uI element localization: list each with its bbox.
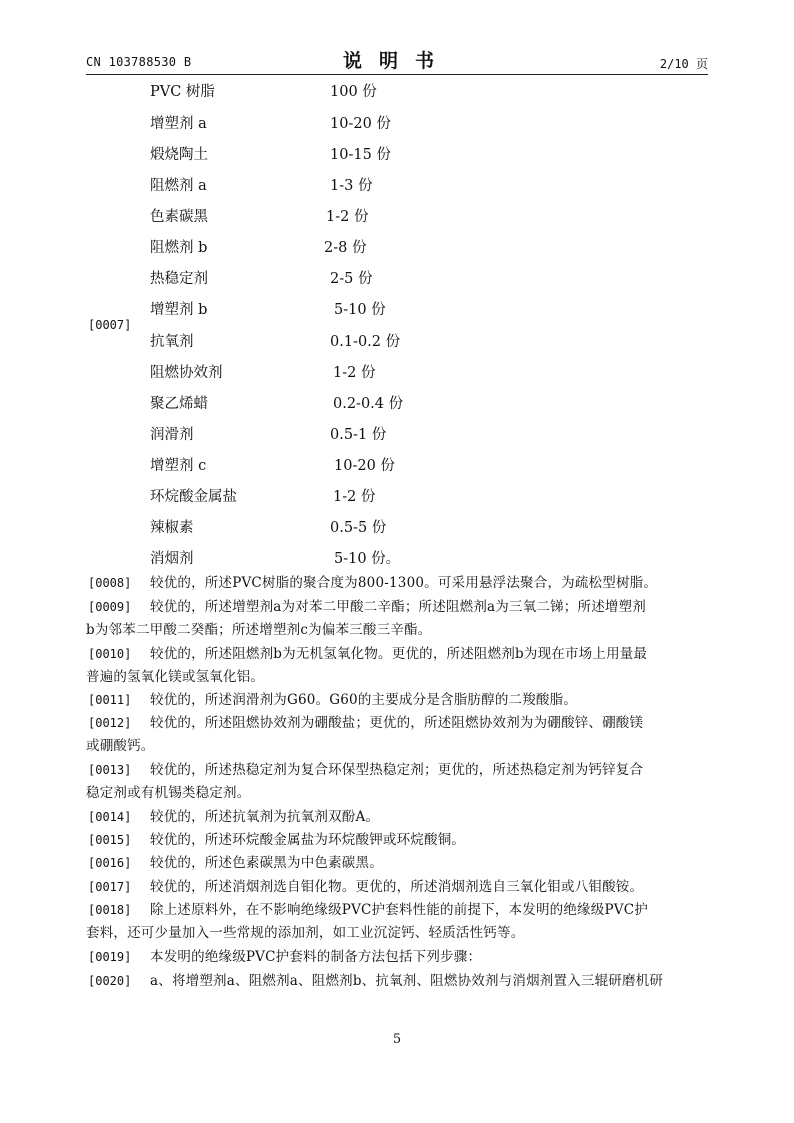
- paragraph-tag: [0016]: [88, 856, 132, 870]
- component-name: 抗氧剂: [150, 334, 194, 350]
- paragraph-tag: [0013]: [88, 763, 132, 777]
- component-quantity: 2-5 份: [330, 271, 373, 287]
- paragraph: [86, 596, 708, 642]
- component-name: 聚乙烯蜡: [150, 396, 208, 412]
- paragraph: [86, 806, 708, 829]
- paragraph-tag: [0011]: [88, 693, 132, 707]
- paragraph-tag: [0009]: [88, 600, 132, 614]
- paragraph: [86, 712, 708, 758]
- paragraph-line: 较优的，所述阻燃剂b为无机氢氧化物。更优的，所述阻燃剂b为现在市场上用量最: [150, 646, 648, 662]
- paragraph: [86, 876, 708, 899]
- paragraph-line: 本发明的绝缘级PVC护套料的制备方法包括下列步骤：: [150, 949, 482, 965]
- paragraph-line: 稳定剂或有机锡类稳定剂。: [86, 785, 251, 801]
- component-name: 增塑剂 c: [150, 458, 207, 474]
- paragraph: [86, 852, 708, 875]
- component-name: 阻燃剂 a: [150, 178, 207, 194]
- component-quantity: 10-20 份: [334, 458, 395, 474]
- component-quantity: 1-2 份: [333, 489, 376, 505]
- component-quantity: 0.5-1 份: [330, 427, 387, 443]
- paragraph: [86, 970, 708, 993]
- paragraph-tag: [0008]: [88, 576, 132, 590]
- paragraph-line: 普遍的氢氧化镁或氢氧化铝。: [86, 669, 265, 685]
- paragraph-line: 较优的，所述PVC树脂的聚合度为800-1300。可采用悬浮法聚合，为疏松型树脂。: [150, 575, 658, 591]
- document-title: 说明书: [342, 50, 451, 72]
- component-name: PVC 树脂: [150, 84, 215, 100]
- paragraph-tag: [0019]: [88, 950, 132, 964]
- page-number: 5: [392, 1032, 402, 1047]
- paragraph: [86, 946, 708, 969]
- component-name: 增塑剂 b: [150, 302, 208, 318]
- paragraph-tag-0007: [0007]: [88, 318, 132, 332]
- component-name: 热稳定剂: [150, 271, 208, 287]
- page-header: [86, 46, 708, 72]
- paragraph-line: 较优的，所述消烟剂选自钼化物。更优的，所述消烟剂选自三氧化钼或八钼酸铵。: [150, 879, 644, 895]
- header-divider: [86, 74, 708, 75]
- paragraph-line: 较优的，所述阻燃协效剂为硼酸盐；更优的，所述阻燃协效剂为为硼酸锌、硼酸镁: [150, 715, 644, 731]
- component-quantity: 1-2 份: [333, 365, 376, 381]
- paragraph-tag: [0017]: [88, 880, 132, 894]
- paragraph-line: 套料，还可少量加入一些常规的添加剂，如工业沉淀钙、轻质活性钙等。: [86, 925, 525, 941]
- component-quantity: 10-15 份: [330, 147, 391, 163]
- component-name: 增塑剂 a: [150, 116, 207, 132]
- component-quantity: 100 份: [330, 84, 377, 100]
- paragraph: [86, 572, 708, 595]
- paragraph-line: a、将增塑剂a、阻燃剂a、阻燃剂b、抗氧剂、阻燃协效剂与消烟剂置入三辊研磨机研: [150, 973, 664, 989]
- component-quantity: 5-10 份: [334, 302, 386, 318]
- component-quantity: 5-10 份。: [334, 551, 401, 567]
- paragraph-line: 较优的，所述润滑剂为G60。G60的主要成分是含脂肪醇的二羧酸脂。: [150, 692, 578, 708]
- component-name: 煅烧陶土: [150, 147, 208, 163]
- paragraph-tag: [0020]: [88, 974, 132, 988]
- component-name: 色素碳黑: [150, 209, 208, 225]
- paragraph-tag: [0018]: [88, 903, 132, 917]
- paragraph: [86, 689, 708, 712]
- component-quantity: 1-3 份: [330, 178, 373, 194]
- component-quantity: 2-8 份: [324, 240, 367, 256]
- page-indicator: 2/10 页: [659, 57, 708, 71]
- paragraph-line: 除上述原料外，在不影响绝缘级PVC护套料性能的前提下，本发明的绝缘级PVC护: [150, 902, 648, 918]
- paragraph-line: 较优的，所述抗氧剂为抗氧剂双酚A。: [150, 809, 380, 825]
- component-quantity: 1-2 份: [326, 209, 369, 225]
- paragraph-tag: [0012]: [88, 716, 132, 730]
- component-quantity: 0.5-5 份: [330, 520, 387, 536]
- paragraph-line: 较优的，所述环烷酸金属盐为环烷酸钾或环烷酸铜。: [150, 832, 466, 848]
- component-quantity: 10-20 份: [330, 116, 391, 132]
- paragraph-line: 较优的，所述色素碳黑为中色素碳黑。: [150, 855, 383, 871]
- component-quantity: 0.1-0.2 份: [330, 334, 401, 350]
- component-quantity: 0.2-0.4 份: [333, 396, 404, 412]
- paragraph: [86, 643, 708, 689]
- paragraph-line: 较优的，所述热稳定剂为复合环保型热稳定剂；更优的，所述热稳定剂为钙锌复合: [150, 762, 644, 778]
- component-name: 消烟剂: [150, 551, 194, 567]
- paragraph: [86, 899, 708, 945]
- component-name: 润滑剂: [150, 427, 194, 443]
- patent-number: CN 103788530 B: [86, 55, 192, 69]
- paragraph-line: b为邻苯二甲酸二癸酯；所述增塑剂c为偏苯三酸三辛酯。: [86, 622, 432, 638]
- paragraph: [86, 759, 708, 805]
- component-name: 环烷酸金属盐: [150, 489, 237, 505]
- component-name: 辣椒素: [150, 520, 194, 536]
- paragraph: [86, 829, 708, 852]
- paragraph-tag: [0010]: [88, 647, 132, 661]
- paragraph-line: 较优的，所述增塑剂a为对苯二甲酸二辛酯；所述阻燃剂a为三氧二锑；所述增塑剂: [150, 599, 646, 615]
- component-name: 阻燃剂 b: [150, 240, 208, 256]
- paragraph-tag: [0015]: [88, 833, 132, 847]
- component-name: 阻燃协效剂: [150, 365, 223, 381]
- paragraph-tag: [0014]: [88, 810, 132, 824]
- paragraph-line: 或硼酸钙。: [86, 738, 155, 754]
